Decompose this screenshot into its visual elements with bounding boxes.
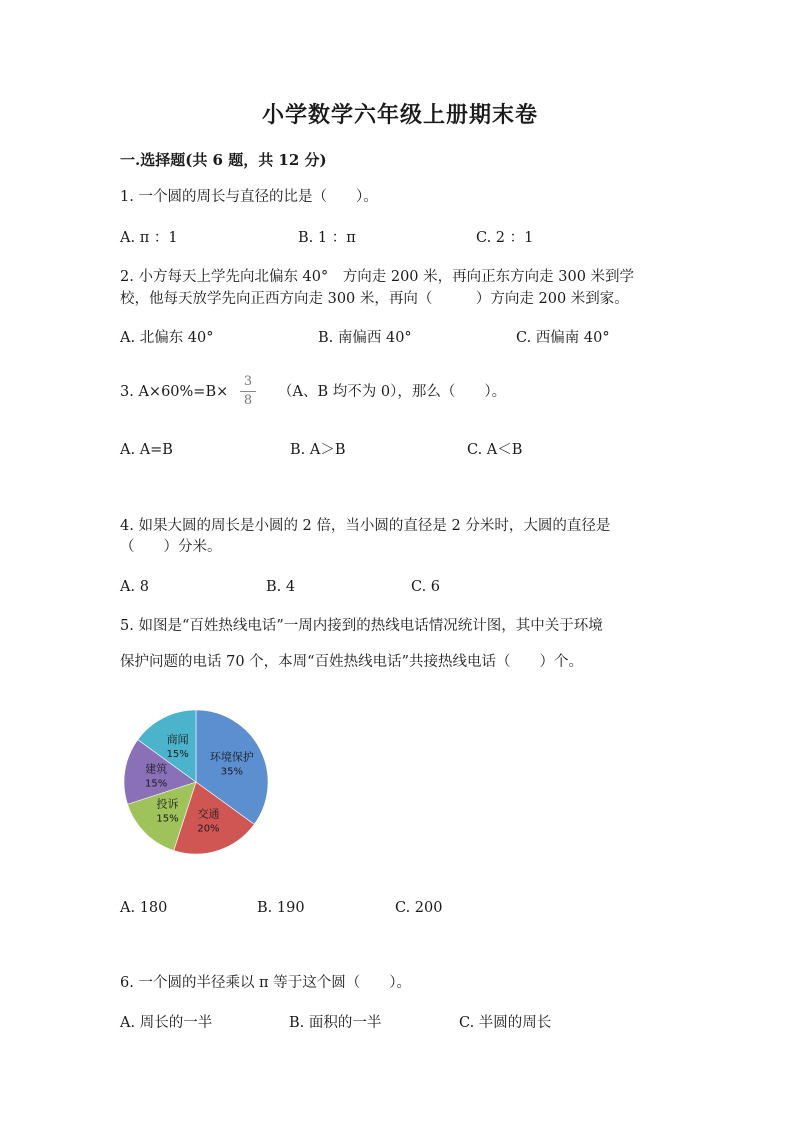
question-3-stem-start: 3. A×60%=B× [120, 384, 229, 400]
question-4-stem-line-2: （ ）分米。 [120, 539, 222, 555]
question-6-option-c: C. 半圆的周长 [459, 1015, 552, 1031]
question-2-option-c: C. 西偏南 40° [516, 330, 610, 346]
pie-chart [112, 700, 282, 870]
pie-label-0: 环境保护 [209, 750, 254, 764]
question-4-option-b: B. 4 [266, 579, 296, 595]
question-5-option-c: C. 200 [395, 900, 443, 916]
fraction-three-eighths [238, 374, 258, 409]
question-2-stem-line-2: 校，他每天放学先向正西方向走 300 米，再向（ ）方向走 200 米到家。 [120, 291, 629, 307]
question-4-option-c: C. 6 [411, 579, 441, 595]
pie-percent-0: 35% [220, 766, 244, 778]
question-1-option-c: C. 2 ：1 [476, 230, 534, 246]
question-3-option-a: A. A=B [120, 442, 173, 458]
question-6-option-a: A. 周长的一半 [120, 1015, 213, 1031]
question-2-option-b: B. 南偏西 40° [318, 330, 412, 346]
question-1-option-a: A. π ：1 [120, 230, 178, 246]
pie-label-3: 建筑 [145, 762, 168, 776]
pie-percent-2: 15% [156, 813, 179, 825]
question-5-stem-line-1: 5. 如图是“百姓热线电话”一周内接到的热线电话情况统计图，其中关于环境 [120, 618, 603, 634]
page-title: 小学数学六年级上册期末卷 [261, 102, 538, 128]
question-6-option-b: B. 面积的一半 [289, 1015, 382, 1031]
question-5-option-b: B. 190 [257, 900, 305, 916]
pie-label-4: 商闻 [166, 733, 189, 747]
fraction-denominator: 8 [243, 393, 253, 408]
pie-percent-4: 15% [166, 749, 189, 761]
pie-percent-3: 15% [145, 778, 168, 790]
question-1-option-b: B. 1 ：π [298, 230, 356, 246]
question-4-stem-line-1: 4. 如果大圆的周长是小圆的 2 倍，当小圆的直径是 2 分米时，大圆的直径是 [120, 518, 611, 534]
fraction-numerator: 3 [243, 374, 253, 389]
question-3-stem-end: （A、B 均不为 0），那么（ ）。 [278, 384, 507, 400]
question-5-option-a: A. 180 [120, 900, 168, 916]
question-3-option-b: B. A＞B [290, 442, 346, 458]
question-6-stem: 6. 一个圆的半径乘以 π 等于这个圆（ ）。 [120, 975, 411, 991]
question-2-option-a: A. 北偏东 40° [120, 330, 214, 346]
pie-label-2: 投诉 [156, 797, 179, 811]
question-4-option-a: A. 8 [120, 579, 149, 595]
question-5-stem-line-2: 保护问题的电话 70 个，本周“百姓热线电话”共接热线电话（ ）个。 [120, 654, 583, 670]
question-2-stem-line-1: 2. 小方每天上学先向北偏东 40° 方向走 200 米，再向正东方向走 300 米到学 [120, 269, 635, 285]
pie-label-1: 交通 [197, 807, 220, 821]
question-1-stem: 1. 一个圆的周长与直径的比是（ ）。 [120, 189, 378, 205]
pie-percent-1: 20% [197, 823, 220, 835]
section-heading: 一.选择题(共 6 题，共 12 分) [120, 151, 327, 169]
question-3-option-c: C. A＜B [467, 442, 523, 458]
